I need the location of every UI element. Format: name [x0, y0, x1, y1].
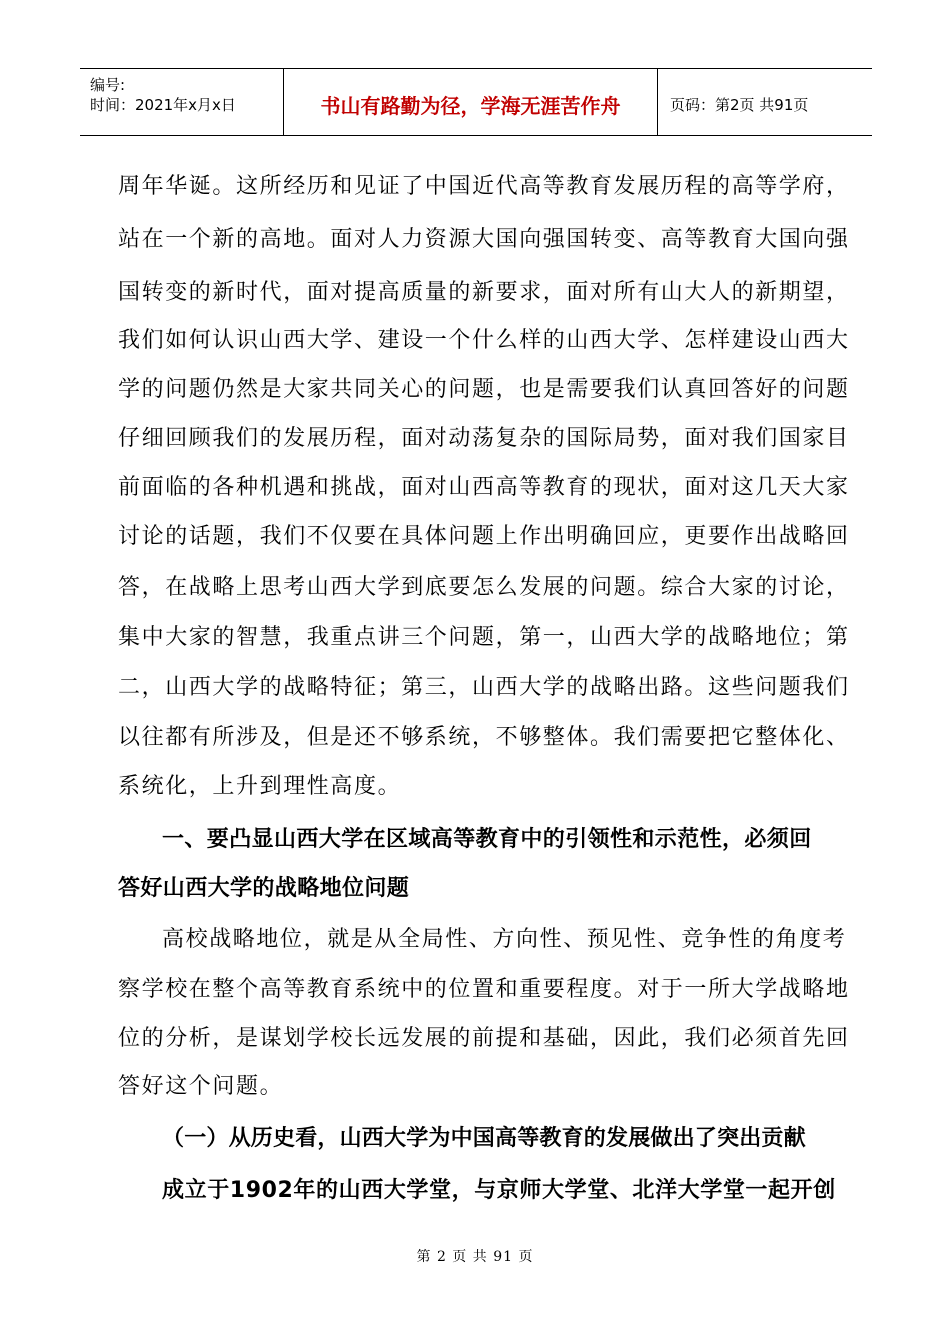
header-page-info: 页码：第2页 共91页 [670, 95, 809, 114]
body-line: 察学校在整个高等教育系统中的位置和重要程度。对于一所大学战略地 [118, 977, 850, 1002]
body-line: 二，山西大学的战略特征；第三，山西大学的战略出路。这些问题我们 [118, 675, 850, 700]
section-heading: 一、要凸显山西大学在区域高等教育中的引领性和示范性，必须回 [162, 827, 812, 852]
document-time-label: 时间：2021年x月x日 [90, 96, 236, 114]
subsection-heading: （一）从历史看，山西大学为中国高等教育的发展做出了突出贡献 [162, 1126, 806, 1151]
body-line: 我们如何认识山西大学、建设一个什么样的山西大学、怎样建设山西大 [118, 328, 850, 353]
body-line: 以往都有所涉及，但是还不够系统，不够整体。我们需要把它整体化、 [118, 725, 850, 750]
page-header [80, 68, 872, 136]
body-line: 系统化，上升到理性高度。 [118, 774, 402, 799]
body-line: 国转变的新时代，面对提高质量的新要求，面对所有山大人的新期望， [118, 280, 850, 305]
body-line-bold: 成立于1902年的山西大学堂，与京师大学堂、北洋大学堂一起开创 [162, 1178, 836, 1203]
document-number-label: 编号: [90, 76, 126, 94]
body-line: 站在一个新的高地。面对人力资源大国向强国转变、高等教育大国向强 [118, 227, 850, 252]
section-heading-continued: 答好山西大学的战略地位问题 [118, 876, 410, 901]
page-footer: 第 2 页 共 91 页 [416, 1249, 534, 1265]
body-line: 高校战略地位，就是从全局性、方向性、预见性、竞争性的角度考 [162, 927, 847, 952]
body-line: 周年华诞。这所经历和见证了中国近代高等教育发展历程的高等学府， [118, 174, 850, 199]
body-line: 讨论的话题，我们不仅要在具体问题上作出明确回应，更要作出战略回 [118, 524, 850, 549]
body-line: 答，在战略上思考山西大学到底要怎么发展的问题。综合大家的讨论， [118, 575, 850, 600]
body-line: 答好这个问题。 [118, 1074, 284, 1099]
header-motto: 书山有路勤为径，学海无涯苦作舟 [284, 69, 658, 135]
header-meta-cell [80, 69, 284, 135]
body-line: 学的问题仍然是大家共同关心的问题，也是需要我们认真回答好的问题 [118, 377, 850, 402]
body-line: 集中大家的智慧，我重点讲三个问题，第一，山西大学的战略地位；第 [118, 625, 850, 650]
body-line: 仔细回顾我们的发展历程，面对动荡复杂的国际局势，面对我们国家目 [118, 426, 850, 451]
body-line: 前面临的各种机遇和挑战，面对山西高等教育的现状，面对这几天大家 [118, 475, 850, 500]
body-line: 位的分析，是谋划学校长远发展的前提和基础，因此，我们必须首先回 [118, 1026, 850, 1051]
